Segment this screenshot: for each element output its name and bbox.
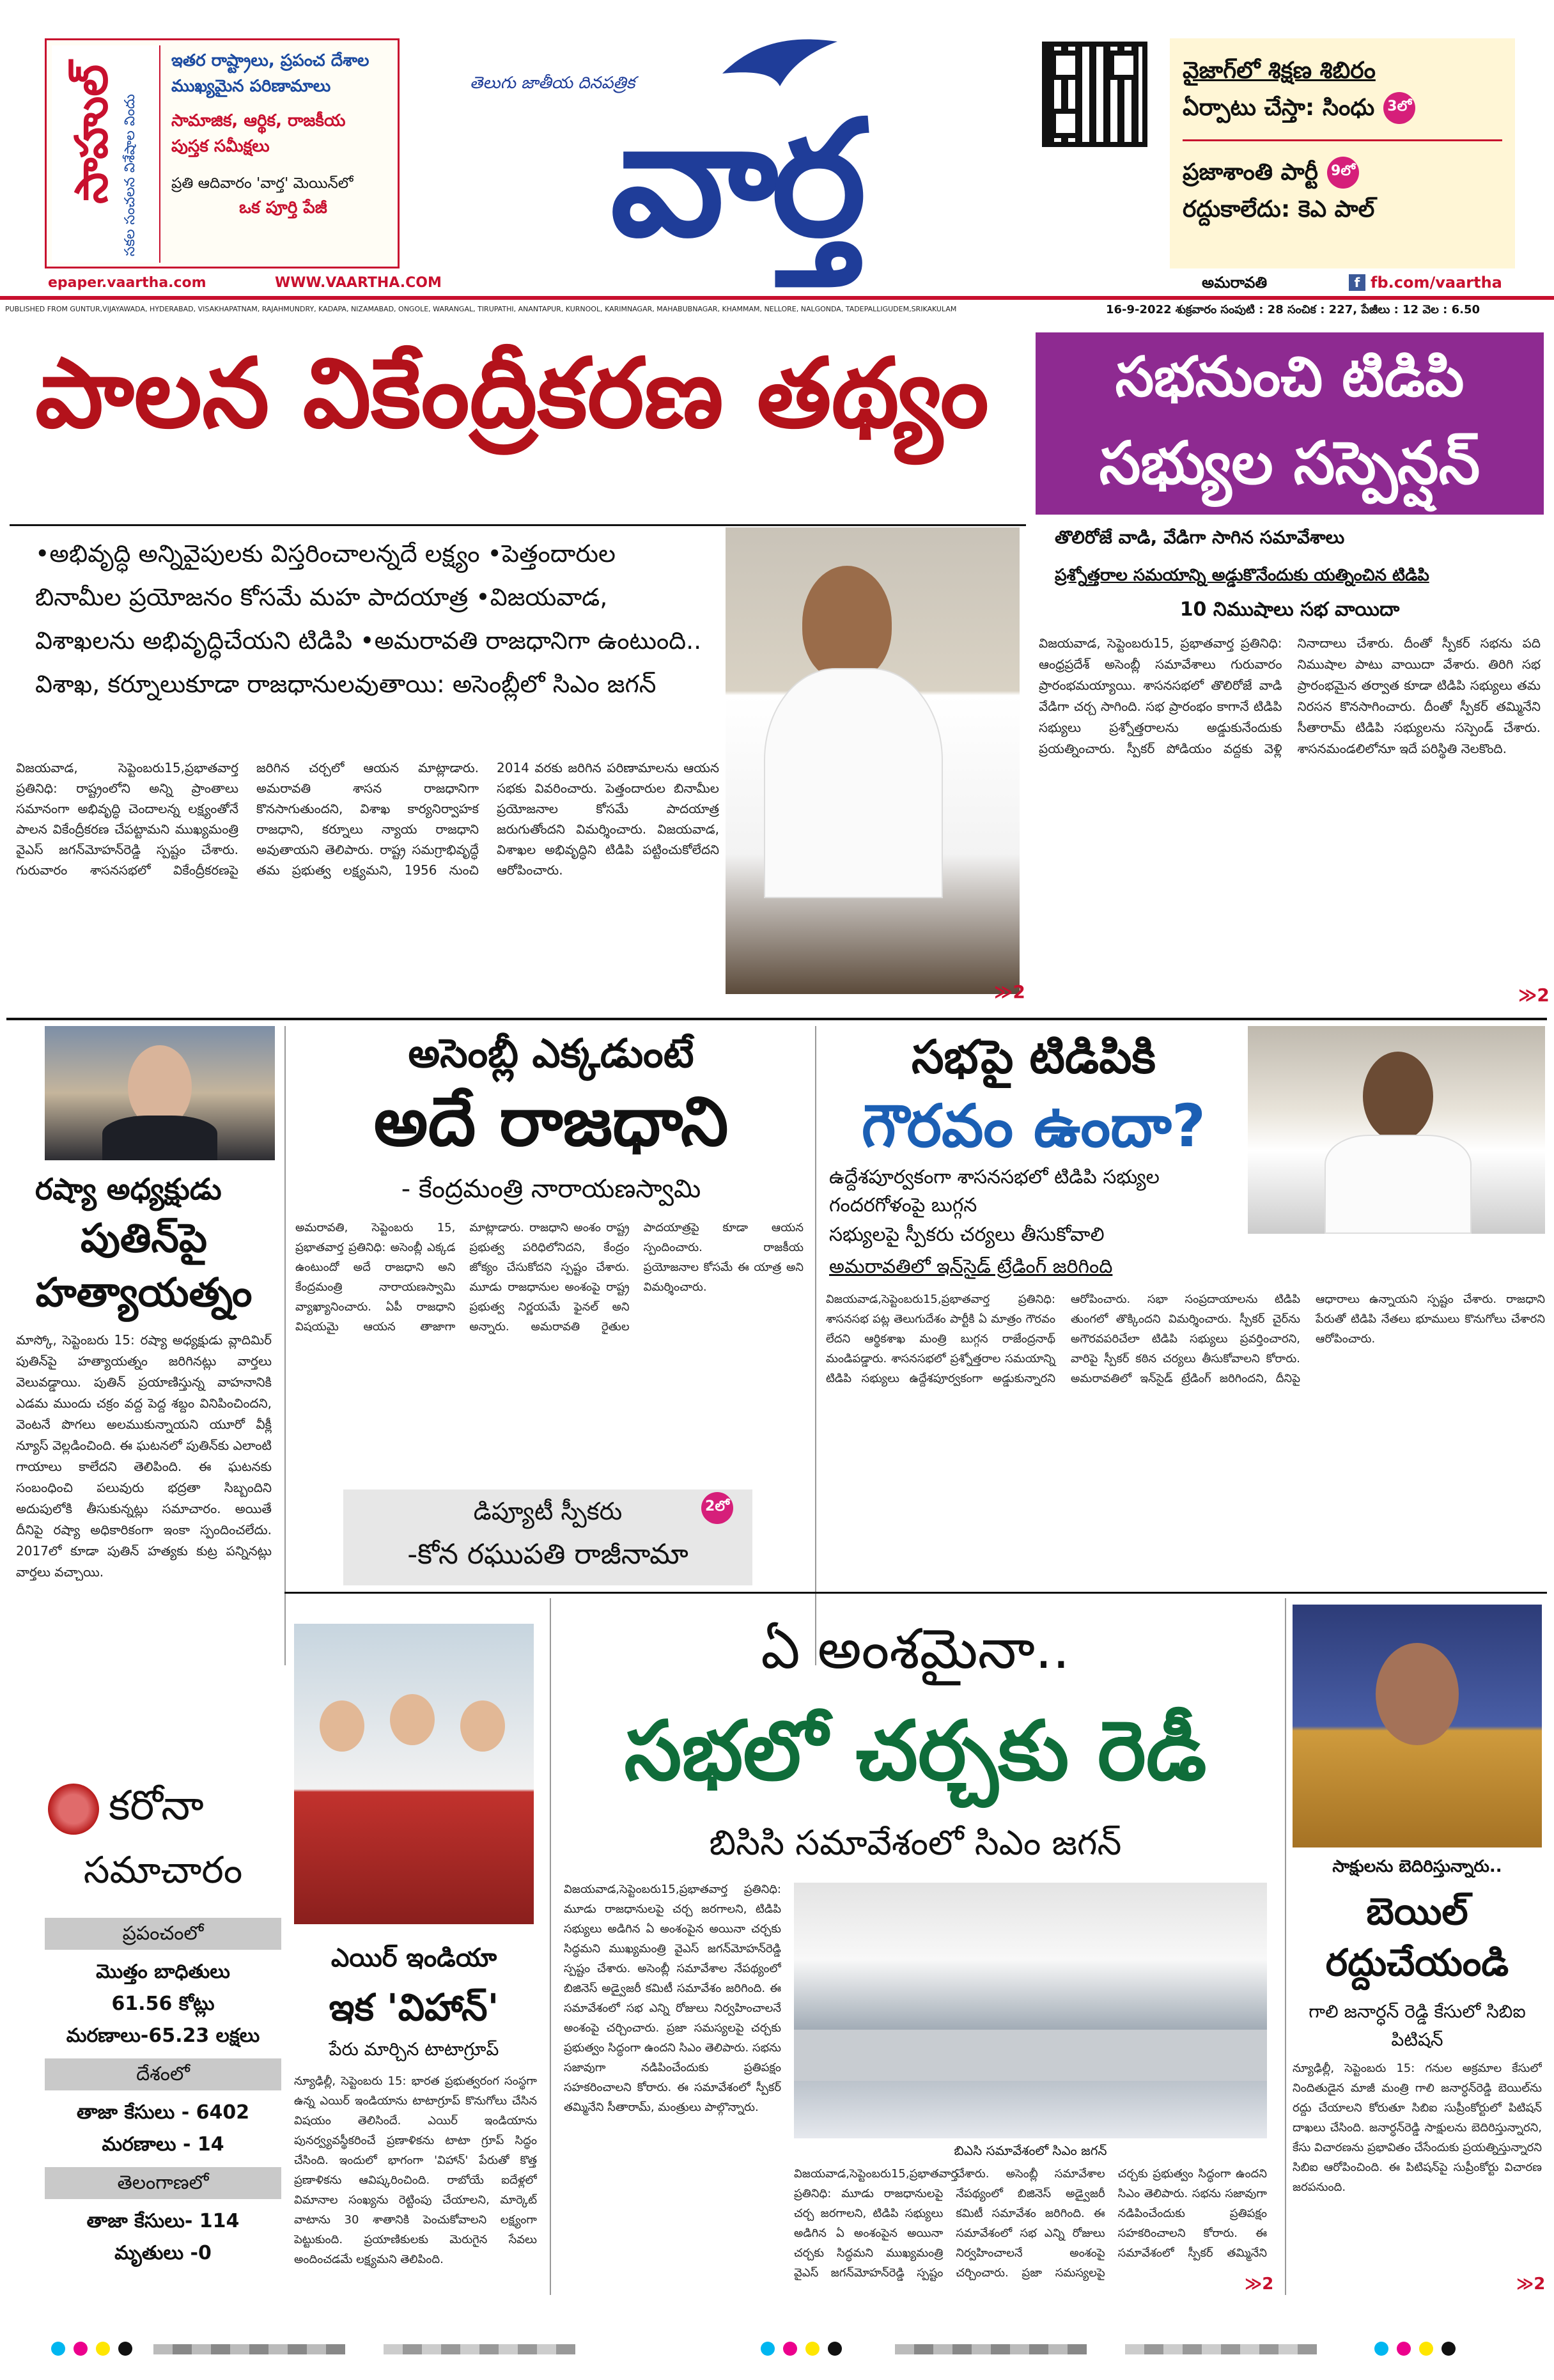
teaser1-line1[interactable]: వైజాగ్‌లో శిక్షణ శిబిరం	[1183, 58, 1376, 84]
masthead-logo: వార్త	[610, 86, 860, 272]
respect-story	[815, 1026, 1547, 1665]
bc-photo-caption: బిఎసి సమావేశంలో సిఎం జగన్	[954, 2143, 1107, 2158]
respect-sub2: సభ్యులపై స్పీకరు చర్యలు తీసుకోవాలి	[829, 1224, 1105, 1246]
dateline: 16-9-2022 శుక్రవారం సంపుటి : 28 సంచిక : 227, పేజీలు : 12 వెల : 6.50	[1106, 303, 1480, 316]
promo-line2: ముఖ్యమైన పరిణామాలు	[171, 77, 331, 96]
putin-headline-l2[interactable]: హత్యాయత్నం	[35, 1269, 253, 1316]
corona-world-deaths: మరణాలు-65.23 లక్షలు	[66, 2025, 260, 2047]
header	[0, 0, 1554, 320]
lead-continued[interactable]: ≫2	[994, 981, 1025, 1002]
corona-world-label: ప్రపంచంలో	[45, 1918, 281, 1950]
suspension-continued[interactable]: ≫2	[1518, 984, 1550, 1006]
janardhan-caption: సాక్షులను బెదిరిస్తున్నారు..	[1332, 1857, 1502, 1876]
air-sub: పేరు మార్చిన టాటాగ్రూప్	[329, 2039, 499, 2060]
janardhan-photo	[1293, 1605, 1542, 1847]
bc-headline-l1[interactable]: ఏ అంశమైనా..	[761, 1617, 1070, 1681]
corona-box	[45, 1771, 281, 2295]
janardhan-headline-l2[interactable]: రద్దుచేయండి	[1325, 1941, 1509, 1984]
suspension-sub2: ప్రశ్నోత్తరాల సమయాన్ని అడ్డుకొనేందుకు యత్నించిన టిడిపి	[1055, 566, 1429, 585]
header-rule	[0, 296, 1554, 300]
suspension-story	[1036, 332, 1550, 1010]
masthead-tagline: తెలుగు జాతీయ దినపత్రిక	[470, 74, 635, 93]
facebook-link[interactable]: f fb.com/vaartha	[1349, 274, 1502, 292]
respect-sub3: అమరావతిలో ఇన్‌సైడ్ ట్రేడింగ్ జరిగింది	[829, 1256, 1113, 1278]
buggana-photo	[1248, 1026, 1545, 1234]
lead-headline[interactable]: పాలన వికేంద్రీకరణ తథ్యం	[35, 337, 989, 449]
promo-subtitle: సకల సంచలన విశేషాల విందు	[122, 94, 138, 256]
suspension-sub1: తొలిరోజే వాడి, వేడిగా సాగిన సమావేశాలు	[1055, 527, 1345, 548]
air-india-story	[288, 1598, 540, 2295]
corona-india-deaths: మరణాలు - 14	[102, 2133, 224, 2156]
bc-sub: బిసిసి సమావేశంలో సిఎం జగన్	[709, 1823, 1122, 1863]
capital-byline: - కేంద్రమంత్రి నారాయణస్వామి	[401, 1174, 701, 1204]
putin-headline-l1[interactable]: పుతిన్‌పై	[81, 1215, 207, 1261]
promo-line4: పుస్తక సమీక్షలు	[171, 137, 270, 156]
bc-story	[550, 1598, 1278, 2295]
air-headline[interactable]: ఇక 'విహాన్'	[329, 1986, 499, 2029]
corona-ts-cases: తాజా కేసులు- 114	[86, 2210, 240, 2232]
janardhan-headline-l1[interactable]: బెయిల్	[1366, 1890, 1468, 1933]
suspension-headline-box[interactable]	[1036, 332, 1544, 515]
teaser2-page-badge: 9లో	[1327, 157, 1359, 189]
edition-city: అమరావతి	[1202, 274, 1268, 292]
bc-meeting-photo	[794, 1883, 1267, 2138]
cm-jagan-photo	[726, 527, 1020, 994]
suspension-headline-l1: సభనుంచి టిడిపి	[1115, 345, 1465, 409]
teaser2-line1[interactable]: ప్రజాశాంతి పార్టీ	[1183, 159, 1319, 185]
respect-sub: ఉద్దేశపూర్వకంగా శాసనసభలో టిడిపి సభ్యుల గందరగోళంపై బుగ్గన	[829, 1166, 1160, 1217]
lead-story	[10, 332, 1026, 1010]
capital-headline-l2[interactable]: అదే రాజధాని	[373, 1082, 729, 1161]
teaser2-line2[interactable]: రద్దుకాలేదు: కెఎ పాల్	[1183, 196, 1375, 222]
respect-body: విజయవాడ,సెప్టెంబరు15,ప్రభాతవార్త ప్రతినిధి: శాసనసభ పట్ల తెలుగుదేశం పార్టీకి ఏ మాత్రం గౌరవం లేదని ఆర్థికశాఖ మంత్రి బుగ్గన రాజేంద్రనాథ్ మండిపడ్డారు. శాసనసభలో ప్రశ్నోత్తరాల సమయాన్ని టిడిపి సభ్యులు ఉద్దేశపూర్వకంగా అడ్డుకున్నారని ఆరోపించారు. సభా సంప్రదాయాలను టిడిపి తుంగలో తొక్కిందని విమర్శించారు. స్పీకర్ చైర్‌ను అగౌరవపరిచేలా టిడిపి సభ్యులు ప్రవర్తించారని, వారిపై స్పీకర్ కఠిన చర్యలు తీసుకోవాలని కోరారు. అమరావతిలో ఇన్‌సైడ్ ట్రేడింగ్ జరిగిందని, దీనిపై ఆధారాలు ఉన్నాయని స్పష్టం చేశారు. రాజధాని పేరుతో టిడిపి నేతలు భూములు కొనుగోలు చేశారని ఆరోపించారు.	[826, 1293, 1545, 1385]
corona-title-l2: సమాచారం	[83, 1848, 243, 1892]
lead-body: విజయవాడ, సెప్టెంబరు15,ప్రభాతవార్త ప్రతినిధి: రాష్ట్రంలోని అన్ని ప్రాంతాలు సమానంగా అభివృద్ధి చెందాలన్న లక్ష్యంతోనే పాలన వికేంద్రీకరణ చేపట్టామని ముఖ్యమంత్రి వైఎస్ జగన్‌మోహన్‌రెడ్డి స్పష్టం చేశారు. గురువారం శాసనసభలో వికేంద్రీకరణపై జరిగిన చర్చలో ఆయన మాట్లాడారు. అమరావతి శాసన రాజధానిగా కొనసాగుతుందని, విశాఖ కార్యనిర్వాహక రాజధాని, కర్నూలు న్యాయ రాజధాని అవుతాయని తెలిపారు. రాష్ట్ర సమగ్రాభివృద్ధే తమ ప్రభుత్వ లక్ష్యమని, 1956 నుంచి 2014 వరకు జరిగిన పరిణామాలను ఆయన సభకు వివరించారు. పెత్తందారుల బినామీల ప్రయోజనాల కోసమే పాదయాత్ర జరుగుతోందని విమర్శించారు. విజయవాడ, విశాఖల అభివృద్ధిని టిడిపి పట్టించుకోలేదని ఆరోపించారు.	[16, 760, 719, 878]
corona-india-label: దేశంలో	[45, 2058, 281, 2090]
putin-body: మాస్కో, సెప్టెంబరు 15: రష్యా అధ్యక్షుడు వ్లాదిమిర్ పుతిన్‌పై హత్యాయత్నం జరిగినట్లు వార్తలు వెలువడ్డాయి. పుతిన్ ప్రయాణిస్తున్న వాహనానికి ఎడమ ముందు చక్రం వద్ద పెద్ద శబ్దం వినిపించిందని, వెంటనే పొగలు అలముకున్నాయని యూరో వీక్లీ న్యూస్ వెల్లడించింది. ఈ ఘటనలో పుతిన్‌కు ఎలాంటి గాయాలు కాలేదని తెలిపింది. ఈ ఘటనకు సంబంధించి పలువురు భద్రతా సిబ్బందిని అదుపులోకి తీసుకున్నట్లు సమాచారం. అయితే దీనిపై రష్యా అధికారికంగా ఇంకా స్పందించలేదు. 2017లో కూడా పుతిన్ హత్యకు కుట్ర పన్నినట్లు వార్తలు వచ్చాయి.	[16, 1332, 272, 1580]
janardhan-sub: గాలి జనార్ధన్ రెడ్డి కేసులో సిబిఐ పిటిషన్	[1309, 2001, 1526, 2050]
deputy-text: -కోన రఘుపతి రాజీనామా	[407, 1538, 688, 1571]
bc-headline-l2[interactable]: సభలో చర్చకు రెడీ	[624, 1704, 1207, 1799]
teaser1-line2[interactable]: ఏర్పాటు చేస్తా: సింధు	[1183, 95, 1375, 121]
air-india-photo	[294, 1624, 534, 1924]
capital-body: అమరావతి, సెప్టెంబరు 15, ప్రభాతవార్త ప్రతినిధి: అసెంబ్లీ ఎక్కడ ఉంటుందో అదే రాజధాని అని కేంద్రమంత్రి నారాయణస్వామి వ్యాఖ్యానించారు. ఏపీ రాజధాని విషయమై ఆయన తాజాగా మాట్లాడారు. రాజధాని అంశం రాష్ట్ర ప్రభుత్వ పరిధిలోనిదని, కేంద్రం జోక్యం చేసుకోదని స్పష్టం చేశారు. మూడు రాజధానుల అంశంపై రాష్ట్ర ప్రభుత్వ నిర్ణయమే ఫైనల్ అని అన్నారు. అమరావతి రైతుల పాదయాత్రపై కూడా ఆయన స్పందించారు. రాజకీయ ప్రయోజనాల కోసమే ఈ యాత్ర అని విమర్శించారు.	[295, 1221, 804, 1334]
corona-world-total: 61.56 కోట్లు	[111, 1993, 215, 2015]
respect-headline-l2[interactable]: గౌరవం ఉందా?	[861, 1092, 1206, 1160]
promo-line1: ఇతర రాష్ట్రాలు, ప్రపంచ దేశాల	[171, 51, 369, 70]
website-link[interactable]: WWW.VAARTHA.COM	[275, 275, 442, 291]
promo-line5: ప్రతి ఆదివారం 'వార్త' మెయిన్‌లో	[171, 175, 354, 192]
bc-body-left: విజయవాడ,సెప్టెంబరు15,ప్రభాతవార్త ప్రతినిధి: మూడు రాజధానులపై చర్చ జరగాలని, టిడిపి సభ్యులు అడిగిన ఏ అంశంపైన అయినా చర్చకు సిద్ధమని ముఖ్యమంత్రి వైఎస్ జగన్‌మోహన్‌రెడ్డి స్పష్టం చేశారు. అసెంబ్లీ సమావేశాల నేపథ్యంలో బిజినెస్ అడ్వైజరీ కమిటీ సమావేశం జరిగింది. ఈ సమావేశంలో సభ ఎన్ని రోజులు నిర్వహించాలనే అంశంపై చర్చించారు. ప్రజా సమస్యలపై చర్చకు ప్రభుత్వం సిద్ధంగా ఉందని సిఎం తెలిపారు. సభను సజావుగా నడిపించేందుకు ప్రతిపక్షం సహకరించాలని కోరారు. ఈ సమావేశంలో స్పీకర్ తమ్మినేని సీతారామ్, మంత్రులు పాల్గొన్నారు.	[564, 1883, 781, 2114]
corona-india-cases: తాజా కేసులు - 6402	[76, 2101, 250, 2124]
published-from: PUBLISHED FROM GUNTUR,VIJAYAWADA, HYDERABAD, VISAKHAPATNAM, RAJAHMUNDRY, KADAPA, NIZAMABAD, ONGOLE, WARANGAL, TIRUPATHI, ANANTAPUR, KURNOOL, KARIMNAGAR, MAHABUBNAGAR, KHAMMAM, NELLORE, NALGONDA, TADEPALLIGUDEM,SRIKAKULAM	[5, 305, 957, 313]
promo-line3: సామాజిక, ఆర్థిక, రాజకీయ	[171, 111, 346, 130]
janardhan-story	[1285, 1598, 1547, 2295]
deputy-label: డిప్యూటీ స్పీకరు	[473, 1497, 623, 1525]
coronavirus-icon	[48, 1784, 99, 1835]
suspension-sub3: 10 నిముషాలు సభ వాయిదా	[1179, 598, 1400, 621]
suspension-body: విజయవాడ, సెప్టెంబరు15, ప్రభాతవార్త ప్రతినిధి: ఆంధ్రప్రదేశ్ అసెంబ్లీ సమావేశాలు గురువారం ప్రారంభమయ్యాయి. శాసనసభలో తొలిరోజే వాడి వేడిగా చర్చ సాగింది. సభ ప్రారంభం కాగానే టిడిపి సభ్యులు ప్రశ్నోత్తరాలను అడ్డుకునేందుకు ప్రయత్నించారు. స్పీకర్ పోడియం వద్దకు వెళ్లి నినాదాలు చేశారు. దీంతో స్పీకర్ సభను పది నిముషాల పాటు వాయిదా వేశారు. తిరిగి సభ ప్రారంభమైన తర్వాత కూడా టిడిపి సభ్యులు తమ నిరసన కొనసాగించారు. దీంతో స్పీకర్ తమ్మినేని సీతారామ్ టిడిపి సభ్యులను సస్పెండ్ చేశారు. శాసనమండలిలోనూ ఇదే పరిస్థితి నెలకొంది.	[1039, 635, 1541, 756]
facebook-icon: f	[1349, 274, 1365, 291]
print-color-strip	[0, 2337, 1554, 2362]
promo-title-block	[52, 45, 160, 263]
air-label: ఎయిర్ ఇండియా	[330, 1943, 497, 1973]
qr-code-icon[interactable]	[1042, 42, 1147, 147]
lead-bullets: •అభివృద్ధి అన్నివైపులకు విస్తరించాలన్నదే లక్ష్యం •పెత్తందారుల బినామీల ప్రయోజనం కోసమే మహ పాదయాత్ర •విజయవాడ, విశాఖలను అభివృద్ధిచేయని టిడిపి •అమరావతి రాజధానిగా ఉంటుంది.. విశాఖ, కర్నూలుకూడా రాజధానులవుతాయి: అసెంబ్లీలో సిఎం జగన్	[35, 540, 702, 698]
right-teaser-box	[1170, 38, 1515, 268]
putin-story	[10, 1026, 278, 1665]
janardhan-body: న్యూఢిల్లీ, సెప్టెంబరు 15: గనుల అక్రమాల కేసులో నిందితుడైన మాజీ మంత్రి గాలి జనార్ధన్‌రెడ్డి బెయిల్‌ను రద్దు చేయాలని కోరుతూ సిబిఐ సుప్రీంకోర్టులో పిటిషన్ దాఖలు చేసింది. జనార్ధన్‌రెడ్డి సాక్షులను బెదిరిస్తున్నారని, కేసు విచారణను ప్రభావితం చేసేందుకు ప్రయత్నిస్తున్నారని సిబిఐ ఆరోపించింది. ఈ పిటిషన్‌పై సుప్రీంకోర్టు విచారణ జరపనుంది.	[1293, 2062, 1542, 2194]
bc-body-right: విజయవాడ,సెప్టెంబరు15,ప్రభాతవార్త ప్రతినిధి: మూడు రాజధానులపై చర్చ జరగాలని, టిడిపి సభ్యులు అడిగిన ఏ అంశంపైన అయినా చర్చకు సిద్ధమని ముఖ్యమంత్రి వైఎస్ జగన్‌మోహన్‌రెడ్డి స్పష్టం చేశారు. అసెంబ్లీ సమావేశాల నేపథ్యంలో బిజినెస్ అడ్వైజరీ కమిటీ సమావేశం జరిగింది. ఈ సమావేశంలో సభ ఎన్ని రోజులు నిర్వహించాలనే అంశంపై చర్చించారు. ప్రజా సమస్యలపై చర్చకు ప్రభుత్వం సిద్ధంగా ఉందని సిఎం తెలిపారు. సభను సజావుగా నడిపించేందుకు ప్రతిపక్షం సహకరించాలని కోరారు. ఈ సమావేశంలో స్పీకర్ తమ్మినేని	[794, 2167, 1267, 2280]
corona-ts-label: తెలంగాణలో	[45, 2167, 281, 2199]
epaper-link[interactable]: epaper.vaartha.com	[48, 275, 206, 291]
corona-ts-deaths: మృతులు -0	[114, 2242, 212, 2264]
corona-title-l1: కరోనా	[109, 1782, 204, 1830]
deputy-page-badge: 2లో	[701, 1492, 733, 1524]
capital-story	[284, 1026, 805, 1665]
respect-headline-l1[interactable]: సభపై టిడిపికి	[912, 1030, 1156, 1084]
sunday-promo-box[interactable]	[45, 38, 400, 268]
bc-continued[interactable]: ≫2	[1245, 2275, 1274, 2294]
putin-label: రష్యా అధ్యక్షుడు	[35, 1172, 222, 1206]
promo-title: సాహుల్	[65, 65, 118, 204]
corona-world-total-label: మొత్తం బాధితులు	[96, 1961, 230, 1983]
janardhan-continued[interactable]: ≫2	[1516, 2275, 1546, 2294]
suspension-headline-l2: సభ్యుల సస్పెన్షన్	[1099, 429, 1480, 497]
deputy-speaker-box[interactable]	[343, 1489, 752, 1585]
teaser1-page-badge: 3లో	[1383, 92, 1415, 124]
air-body: న్యూఢిల్లీ, సెప్టెంబరు 15: భారత ప్రభుత్వరంగ సంస్థగా ఉన్న ఎయిర్ ఇండియాను టాటాగ్రూప్ కొనుగోలు చేసిన విషయం తెలిసిందే. ఎయిర్ ఇండియాను పునర్వ్యవస్థీకరించే ప్రణాళికను టాటా గ్రూప్ సిద్ధం చేసింది. ఇందులో భాగంగా 'విహాన్' పేరుతో కొత్త ప్రణాళికను ఆవిష్కరించింది. రాబోయే ఐదేళ్లలో విమానాల సంఖ్యను రెట్టింపు చేయాలని, మార్కెట్ వాటాను 30 శాతానికి పెంచుకోవాలని లక్ష్యంగా పెట్టుకుంది. ప్రయాణికులకు మెరుగైన సేవలు అందించడమే లక్ష్యమని తెలిపింది.	[294, 2074, 537, 2266]
putin-photo	[45, 1026, 275, 1160]
promo-line6: ఒక పూర్తి పేజీ	[239, 198, 327, 217]
capital-headline-l1[interactable]: అసెంబ్లీ ఎక్కడుంటే	[408, 1030, 694, 1077]
